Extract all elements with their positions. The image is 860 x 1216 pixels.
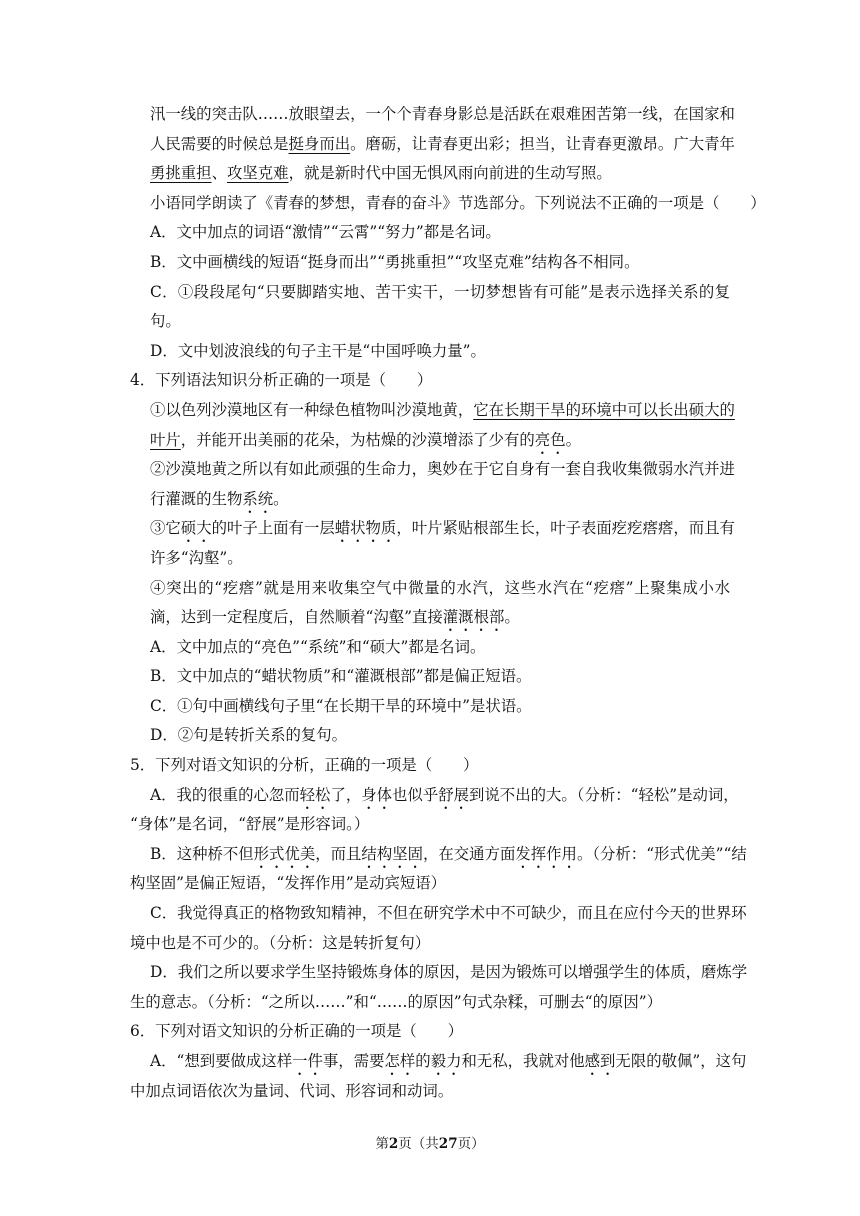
text-segment: 的叶子上面有一层 xyxy=(211,519,335,538)
text-line: ④突出的“疙瘩”就是用来收集空气中微量的水汽，这些水汽在“疙瘩”上聚集成小水 xyxy=(150,578,730,597)
text-segment: 到说不出的大。（分析：“轻松”是动词， xyxy=(469,785,739,804)
text-line: B．文中加点的“蜡状物质”和“灌溉根部”都是偏正短语。 xyxy=(150,667,532,686)
document-body xyxy=(0,100,860,1106)
dotted-emphasis-text: 形式优美 xyxy=(253,844,316,863)
underlined-text: 叶片 xyxy=(150,430,181,449)
footer-suffix: 页） xyxy=(457,1136,485,1152)
dotted-emphasis-text: 系统 xyxy=(242,489,274,508)
text-line xyxy=(0,426,860,456)
text-segment: 也似乎 xyxy=(392,785,439,804)
text-line xyxy=(0,396,735,426)
text-segment: B．这种桥不但 xyxy=(150,844,254,863)
text-segment: 。 xyxy=(273,489,289,508)
dotted-emphasis-text: 硕大 xyxy=(180,519,212,538)
text-segment: 人民需要的时候总是 xyxy=(150,134,289,153)
text-line: 境中也是不可少的。（分析：这是转折复句） xyxy=(130,933,431,952)
text-line: ②沙漠地黄之所以有如此顽强的生命力，奥妙在于它自身有一套自我收集微弱水汽并进 xyxy=(150,460,735,479)
text-segment: 行灌溉的生物 xyxy=(150,489,243,508)
text-segment: 滴，达到一定程度后，自然顺着“沟壑”直接 xyxy=(150,608,443,627)
text-line xyxy=(0,1047,747,1077)
text-segment: ，叶片紧贴根部生长，叶子表面疙疙瘩瘩，而且有 xyxy=(396,519,735,538)
underlined-text: 勇挑重担 xyxy=(150,164,212,183)
dotted-emphasis-text: 蜡状物质 xyxy=(334,519,397,538)
text-line: D．②句是转折关系的复句。 xyxy=(150,726,348,745)
text-line: “身体”是名词，“舒展”是形容词。） xyxy=(130,815,370,834)
dotted-emphasis-text: 身体 xyxy=(361,785,393,804)
text-line: D．我们之所以要求学生坚持锻炼身体的原因，是因为锻炼可以增强学生的体质，磨炼学 xyxy=(150,963,748,982)
text-line: B．文中画横线的短语“挺身而出”“勇挑重担”“攻坚克难”结构各不相同。 xyxy=(150,252,640,271)
text-segment: 。 xyxy=(565,430,581,449)
text-segment: ③它 xyxy=(150,519,181,538)
footer-prefix: 第 xyxy=(375,1136,389,1152)
text-line xyxy=(0,840,747,870)
text-line xyxy=(0,159,860,189)
text-line: 6．下列对语文知识的分析正确的一项是（ ） xyxy=(130,1022,463,1041)
dotted-emphasis-text: 轻松 xyxy=(299,785,331,804)
text-line: A．文中加点的词语“激情”“云霄”“努力”都是名词。 xyxy=(150,223,501,242)
text-segment: ①以色列沙漠地区有一种绿色植物叫沙漠地黄， xyxy=(150,400,474,419)
text-segment: ，就是新时代中国无惧风雨向前进的生动写照。 xyxy=(288,164,612,183)
underlined-text: 挺身而出 xyxy=(288,134,351,153)
text-segment: 事，需要 xyxy=(322,1052,385,1070)
text-segment: A．我的很重的心忽而 xyxy=(150,785,300,804)
text-segment: 。磨砺，让青春更出彩；担当，让青春更激昂。广大青年 xyxy=(350,134,735,153)
text-line: 生的意志。（分析：“之所以……”和“……的原因”句式杂糅，可删去“的原因”） xyxy=(130,992,663,1011)
text-segment: ，而且 xyxy=(315,844,362,863)
dotted-emphasis-text: 舒展 xyxy=(438,785,470,804)
dotted-emphasis-text: 毅力 xyxy=(430,1052,462,1070)
footer-page-number: 2 xyxy=(388,1136,399,1152)
text-segment: ，并能开出美丽的花朵，为枯燥的沙漠增添了少有的 xyxy=(180,430,535,449)
underlined-text: 攻坚克难 xyxy=(226,164,289,183)
text-line: 许多“沟壑”。 xyxy=(150,548,243,567)
underlined-text: 它在长期干旱的环境中可以长出硕大的 xyxy=(473,400,735,419)
text-segment: 的 xyxy=(415,1052,431,1070)
text-line xyxy=(0,485,860,515)
text-segment: 。（分析：“形式优美”“结 xyxy=(576,844,747,863)
footer-total-pages: 27 xyxy=(438,1136,458,1152)
text-line: 汛一线的突击队……放眼望去，一个个青春身影总是活跃在艰难困苦第一线，在国家和 xyxy=(150,105,735,123)
text-line xyxy=(0,514,735,544)
text-segment: 无限的敬佩”，这句 xyxy=(615,1052,747,1070)
footer-middle: 页（共 xyxy=(398,1136,439,1152)
page-footer xyxy=(0,1134,860,1154)
text-line: C．①句中画横线句子里“在长期干旱的环境中”是状语。 xyxy=(150,696,532,715)
dotted-emphasis-text: 发挥作用 xyxy=(515,844,577,863)
text-segment: 。 xyxy=(504,608,520,627)
text-line: C．我觉得真正的格物致知精神，不但在研究学术中不可缺少，而且在应付今天的世界环 xyxy=(150,904,747,923)
text-line: 4．下列语法知识分析正确的一项是（ ） xyxy=(130,371,433,390)
text-segment: A．“想到要做成这样 xyxy=(150,1052,293,1070)
text-line xyxy=(0,130,735,160)
dotted-emphasis-text: 感到 xyxy=(584,1052,616,1070)
text-line: 句。 xyxy=(150,312,181,331)
dotted-emphasis-text: 灌溉根部 xyxy=(442,608,505,627)
text-line: 构坚固”是偏正短语，“发挥作用”是动宾短语） xyxy=(130,874,447,893)
text-line xyxy=(0,781,739,811)
text-line xyxy=(0,603,860,633)
text-line: 5．下列对语文知识的分析，正确的一项是（ ） xyxy=(130,756,479,775)
text-segment: ，在交通方面 xyxy=(423,844,516,863)
text-segment: 、 xyxy=(211,164,227,183)
dotted-emphasis-text: 结构坚固 xyxy=(361,844,423,863)
text-line: A．文中加点的“亮色”“系统”和“硕大”都是名词。 xyxy=(150,637,486,656)
dotted-emphasis-text: 怎样 xyxy=(384,1052,416,1070)
text-line: 小语同学朗读了《青春的梦想，青春的奋斗》节选部分。下列说法不正确的一项是（ ） xyxy=(150,193,766,212)
text-line: D．文中划波浪线的句子主干是“中国呼唤力量”。 xyxy=(150,341,486,360)
text-segment: 了， xyxy=(330,785,362,804)
text-line: C．①段段尾句“只要脚踏实地、苦干实干，一切梦想皆有可能”是表示选择关系的复 xyxy=(150,282,730,301)
text-line: 中加点词语依次为量词、代词、形容词和动词。 xyxy=(130,1081,454,1100)
dotted-emphasis-text: 亮色 xyxy=(534,430,566,449)
dotted-emphasis-text: 一件 xyxy=(292,1052,323,1070)
text-segment: 和无私，我就对他 xyxy=(461,1052,585,1070)
